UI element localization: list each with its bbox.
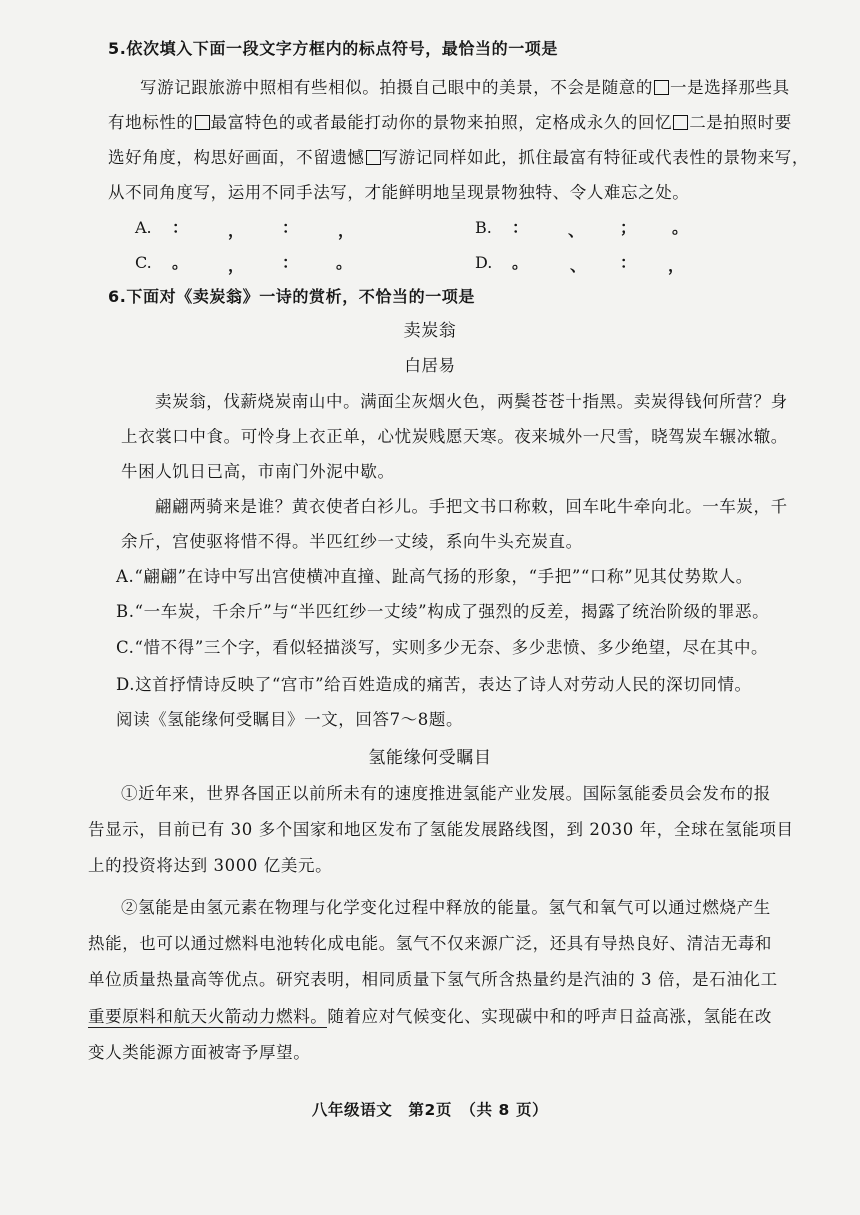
q5-passage-text: 一是选择那些具 [670, 78, 790, 97]
option-mark: 、 [570, 256, 587, 275]
q5-passage-line-1 [140, 77, 790, 99]
q5-passage-text: 二是拍照时要 [689, 113, 792, 132]
article-title: 氢能缘何受瞩目 [368, 748, 492, 768]
article-p1-line: 上的投资将达到 3000 亿美元。 [88, 856, 333, 875]
option-mark: ； [620, 218, 637, 237]
q6-choice-a: A.“翩翩”在诗中写出宫使横冲直撞、趾高气扬的形象，“手把”“口称”见其仗势欺人。 [116, 567, 753, 586]
poem-line: 上衣裳口中食。可怜身上衣正单，心忧炭贱愿天寒。夜来城外一尺雪，晓驾炭车辗冰辙。 [121, 427, 788, 446]
q5-passage-line-4: 从不同角度写，运用不同手法写，才能鲜明地呈现景物独特、令人难忘之处。 [108, 183, 690, 202]
article-p2-line: ②氢能是由氢元素在物理与化学变化过程中释放的能量。氢气和氧气可以通过燃烧产生 [121, 898, 771, 917]
option-key: C. [135, 253, 152, 272]
q5-passage-text: 最富特色的或者最能打动你的景物来拍照，定格成永久的回忆 [210, 113, 673, 132]
poem-title: 卖炭翁 [403, 321, 457, 341]
article-p1-line: ①近年来，世界各国正以前所未有的速度推进氢能产业发展。国际氢能委员会发布的报 [121, 784, 771, 803]
q5-passage-line-3 [108, 147, 809, 169]
q6-choice-b: B.“一车炭，千余斤”与“半匹红纱一丈绫”构成了强烈的反差，揭露了统治阶级的罪恶。 [116, 602, 770, 621]
option-key: B. [475, 218, 492, 237]
option-key: A. [135, 218, 152, 237]
option-mark: ， [338, 221, 355, 240]
blank-box [654, 80, 669, 95]
q6-stem: 6.下面对《卖炭翁》一诗的赏析，不恰当的一项是 [108, 287, 476, 306]
option-mark: ： [512, 218, 529, 237]
q5-passage-text: 写游记跟旅游中照相有些相似。拍摄自己眼中的美景，不会是随意的 [140, 78, 653, 97]
option-mark: ， [668, 256, 685, 275]
poem-line: 牛困人饥日已高，市南门外泥中歇。 [121, 462, 395, 481]
option-mark: 。 [672, 218, 689, 237]
option-mark: 、 [568, 221, 585, 240]
article-p1-line: 告显示，目前已有 30 多个国家和地区发布了氢能发展路线图，到 2030 年，全球在氢能项目 [88, 820, 794, 839]
option-mark: ： [620, 253, 637, 272]
page-footer: 八年级语文 第2页 （共 8 页） [311, 1101, 549, 1119]
option-mark: ： [282, 253, 299, 272]
poem-line: 余斤，宫使驱将惜不得。半匹红纱一丈绫，系向牛头充炭直。 [121, 532, 583, 551]
reading-instruction: 阅读《氢能缘何受瞩目》一文，回答7～8题。 [116, 710, 464, 729]
q6-choice-d: D.这首抒情诗反映了“宫市”给百姓造成的痛苦，表达了诗人对劳动人民的深切同情。 [116, 675, 752, 694]
option-mark: ， [228, 256, 245, 275]
q6-choice-c: C.“惜不得”三个字，看似轻描淡写，实则多少无奈、多少悲愤、多少绝望，尽在其中。 [116, 638, 769, 657]
blank-box [673, 115, 688, 130]
underlined-phrase: 重要原料和航天火箭动力燃料。 [88, 1007, 328, 1026]
q5-passage-text: 写游记同样如此，抓住最富有特征或代表性的景物来写， [381, 148, 809, 167]
option-mark: 。 [512, 253, 529, 272]
q5-passage-text: 选好角度，构思好画面，不留遗憾 [108, 148, 365, 167]
option-mark: ： [282, 218, 299, 237]
blank-box [195, 115, 210, 130]
article-p2-line: 变人类能源方面被寄予厚望。 [88, 1043, 311, 1062]
option-key: D. [475, 253, 493, 272]
option-mark: ， [228, 221, 245, 240]
article-p2-line: 单位质量热量高等优点。研究表明，相同质量下氢气所含热量约是汽油的 3 倍，是石油化工 [88, 970, 778, 989]
poem-author: 白居易 [404, 356, 456, 375]
q5-passage-text: 有地标性的 [108, 113, 194, 132]
option-mark: 。 [172, 253, 189, 272]
article-text: 随着应对气候变化、实现碳中和的呼声日益高涨，氢能在改 [327, 1007, 773, 1026]
poem-line: 卖炭翁，伐薪烧炭南山中。满面尘灰烟火色，两鬓苍苍十指黑。卖炭得钱何所营？身 [155, 392, 788, 411]
poem-line: 翩翩两骑来是谁？黄衣使者白衫儿。手把文书口称敕，回车叱牛牵向北。一车炭，千 [155, 497, 788, 516]
q5-passage-line-2 [108, 112, 792, 134]
article-p2-line [88, 1006, 772, 1028]
option-mark: 。 [336, 253, 353, 272]
blank-box [366, 150, 381, 165]
q5-stem: 5.依次填入下面一段文字方框内的标点符号，最恰当的一项是 [108, 39, 559, 58]
option-mark: ： [172, 218, 189, 237]
article-p2-line: 热能，也可以通过燃料电池转化成电能。氢气不仅来源广泛，还具有导热良好、清洁无毒和 [88, 934, 772, 953]
